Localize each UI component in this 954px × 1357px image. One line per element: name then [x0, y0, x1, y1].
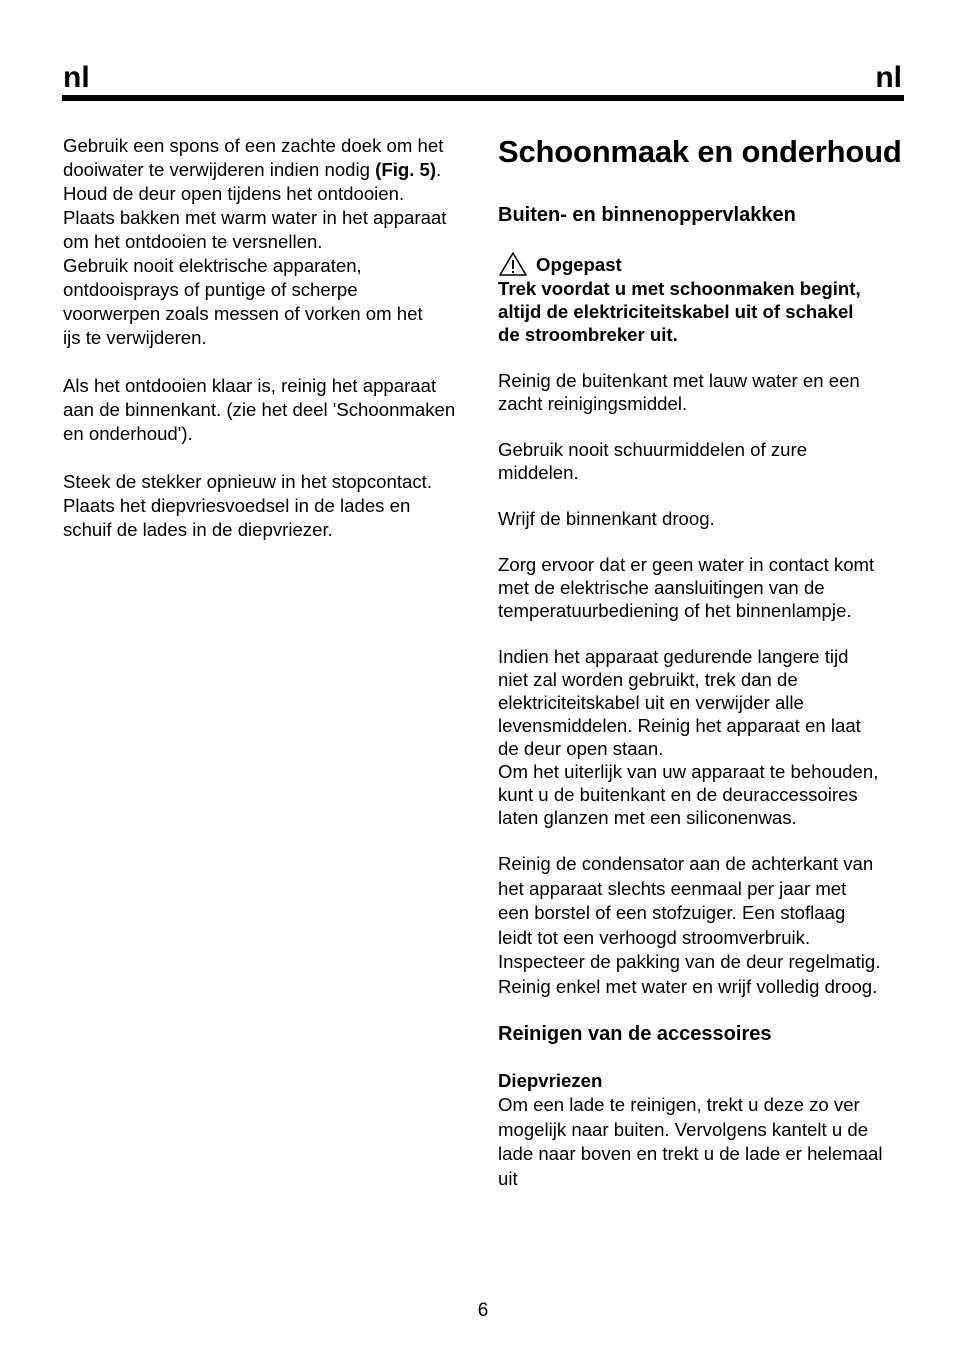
- accessories-heading: Reinigen van de accessoires: [498, 1023, 772, 1045]
- defrost-paragraph-2: Als het ontdooien klaar is, reinig het apparaat aan de binnenkant. (zie het deel 'Schoonmaken en onderhoud').: [63, 375, 456, 444]
- cleaning-paragraph-5: Indien het apparaat gedurende langere tijd niet zal worden gebruikt, trek dan de elektriciteitskabel uit en verwijder alle levensmiddelen. Reinig het apparaat en laat de deur open staan. Om het uiterlijk van uw apparaat te behouden, kunt u de buitenkant en de deuraccessoires laten glanzen met een siliconenwas.: [498, 646, 879, 828]
- defrost-paragraph-3: Steek de stekker opnieuw in het stopcontact. Plaats het diepvriesvoedsel in de lades en schuif de lades in de diepvriezer.: [63, 471, 432, 540]
- header-language-right: nl: [875, 61, 902, 94]
- defrost-paragraph-1: Gebruik een spons of een zachte doek om het dooiwater te verwijderen indien nodig (Fig. 5). Houd de deur open tijdens het ontdooien. Plaats bakken met warm water in het apparaat om het ontdooien te versnellen. Gebruik nooit elektrische apparaten, ontdooisprays of puntige of scherpe voorwerpen zoals messen of vorken om het ijs te verwijderen.: [63, 135, 447, 348]
- page-number: 6: [477, 1300, 489, 1321]
- cleaning-paragraph-4: Zorg ervoor dat er geen water in contact komt met de elektrische aansluitingen van de temperatuurbediening of het binnenlampje.: [498, 554, 875, 621]
- cleaning-paragraph-3: Wrijf de binnenkant droog.: [498, 508, 715, 529]
- figure-reference: (Fig. 5): [375, 159, 437, 180]
- cleaning-paragraph-1: Reinig de buitenkant met lauw water en een zacht reinigingsmiddel.: [498, 370, 860, 414]
- right-column: [498, 132, 910, 1191]
- left-column: [63, 134, 475, 542]
- warning-header: [498, 251, 910, 277]
- warning-triangle-icon: [498, 251, 528, 277]
- surfaces-heading: Buiten- en binnenoppervlakken: [498, 204, 796, 226]
- cleaning-paragraph-6: Reinig de condensator aan de achterkant van het apparaat slechts eenmaal per jaar met een borstel of een stofzuiger. Een stoflaag leidt tot een verhoogd stroomverbruik. Inspecteer de pakking van de deur regelmatig. Reinig enkel met water en wrijf volledig droog.: [498, 853, 881, 997]
- header-rule: [62, 95, 904, 101]
- freezer-paragraph: Om een lade te reinigen, trekt u deze zo ver mogelijk naar buiten. Vervolgens kantelt u de lade naar boven en trekt u de lade er helemaal uit: [498, 1094, 883, 1189]
- section-title: Schoonmaak en onderhoud: [498, 134, 902, 169]
- warning-label: Opgepast: [536, 254, 622, 275]
- cleaning-paragraph-2: Gebruik nooit schuurmiddelen of zure middelen.: [498, 439, 808, 483]
- warning-text: Trek voordat u met schoonmaken begint, altijd de elektriciteitskabel uit of schakel de stroombreker uit.: [498, 278, 861, 345]
- freezer-subheading: Diepvriezen: [498, 1070, 603, 1091]
- header-language-left: nl: [63, 61, 90, 94]
